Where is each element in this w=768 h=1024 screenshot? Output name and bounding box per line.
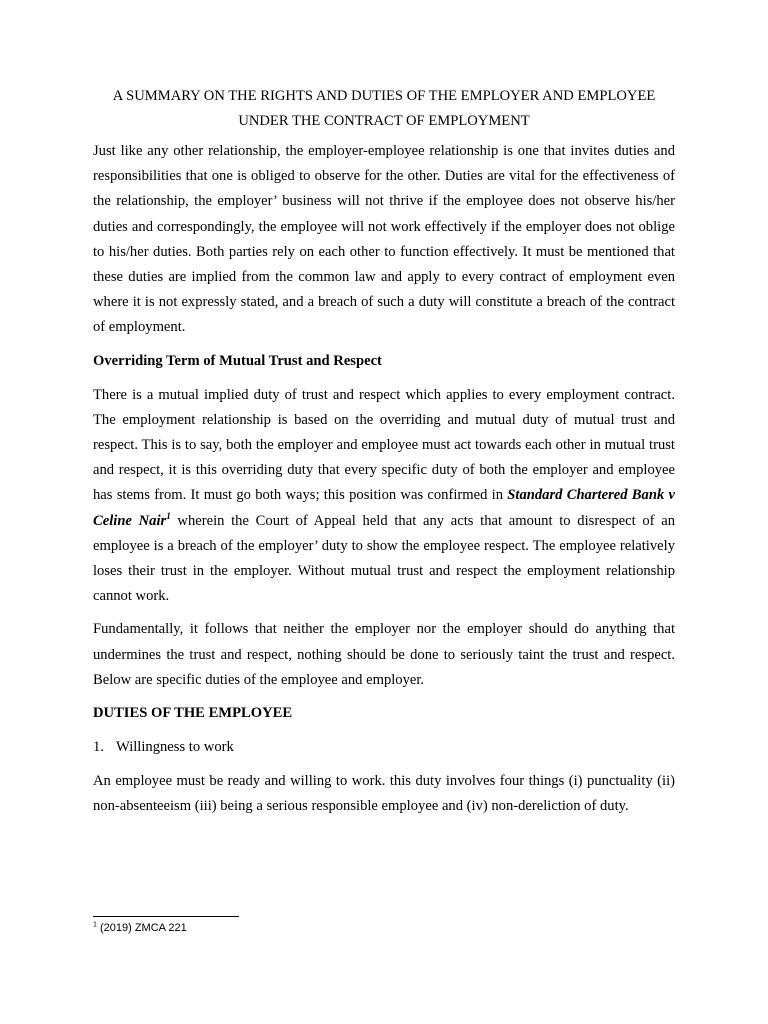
intro-paragraph: Just like any other relationship, the employer-employee relationship is one that invites duties and responsibilities that one is obliged to observe for the other. Duties are vital for the effectiveness of the relationship, the employer’ business will not thrive if the employee does not observe his/her duties and correspondingly, the employee will not work effectively if the employer does not oblige to his/her duties. Both parties rely on each other to function effectively. It must be mentioned that these duties are implied from the common law and apply to every contract of employment even where it is not expressly stated, and a breach of such a duty will constitute a breach of the contract of employment. (93, 143, 675, 336)
footnote-reference: 1 (166, 510, 171, 521)
document-page (93, 84, 675, 827)
footnote-marker: 1 (93, 921, 97, 929)
footnote-text: (2019) ZMCA 221 (96, 922, 187, 934)
section-heading-employee-duties: DUTIES OF THE EMPLOYEE (93, 705, 293, 722)
willingness-paragraph: An employee must be ready and willing to work. this duty involves four things (i) punctuality (ii) non-absenteeism (iii) being a serious responsible employee and (iv) non-dereliction of duty. (93, 773, 675, 815)
footnote-separator (93, 916, 239, 917)
section-heading-mutual-trust: Overriding Term of Mutual Trust and Respect (93, 352, 382, 369)
list-item-label: Willingness to work (116, 739, 234, 756)
list-item-number: 1. (93, 739, 104, 756)
document-title (93, 84, 675, 134)
fundamentals-paragraph: Fundamentally, it follows that neither the employer nor the employer should do anything that undermines the trust and respect, nothing should be done to seriously taint the trust and respect. Below are specific duties of the employee and employer. (93, 621, 675, 688)
mutual-trust-text-after: wherein the Court of Appeal held that any acts that amount to disrespect of an employee is a breach of the employer’ duty to show the employee respect. The employee relatively loses their trust in the employer. Without mutual trust and respect the employment relationship cannot work. (93, 512, 675, 605)
list-item-willingness (93, 735, 675, 760)
mutual-trust-text-before: There is a mutual implied duty of trust and respect which applies to every employment contract. The employment relationship is based on the overriding and mutual duty of mutual trust and respect. This is to say, both the employer and employee must act towards each other in mutual trust and respect, it is this overriding duty that every specific duty of both the employer and employee has stems from. It must go both ways; this position was confirmed in (93, 386, 675, 504)
mutual-trust-paragraph (93, 383, 675, 610)
title-line-2: UNDER THE CONTRACT OF EMPLOYMENT (238, 113, 530, 129)
title-line-1: A SUMMARY ON THE RIGHTS AND DUTIES OF THE EMPLOYER AND EMPLOYEE (112, 88, 656, 104)
case-name: Standard Chartered Bank v Celine Nair (93, 487, 675, 529)
footnote (93, 920, 187, 936)
